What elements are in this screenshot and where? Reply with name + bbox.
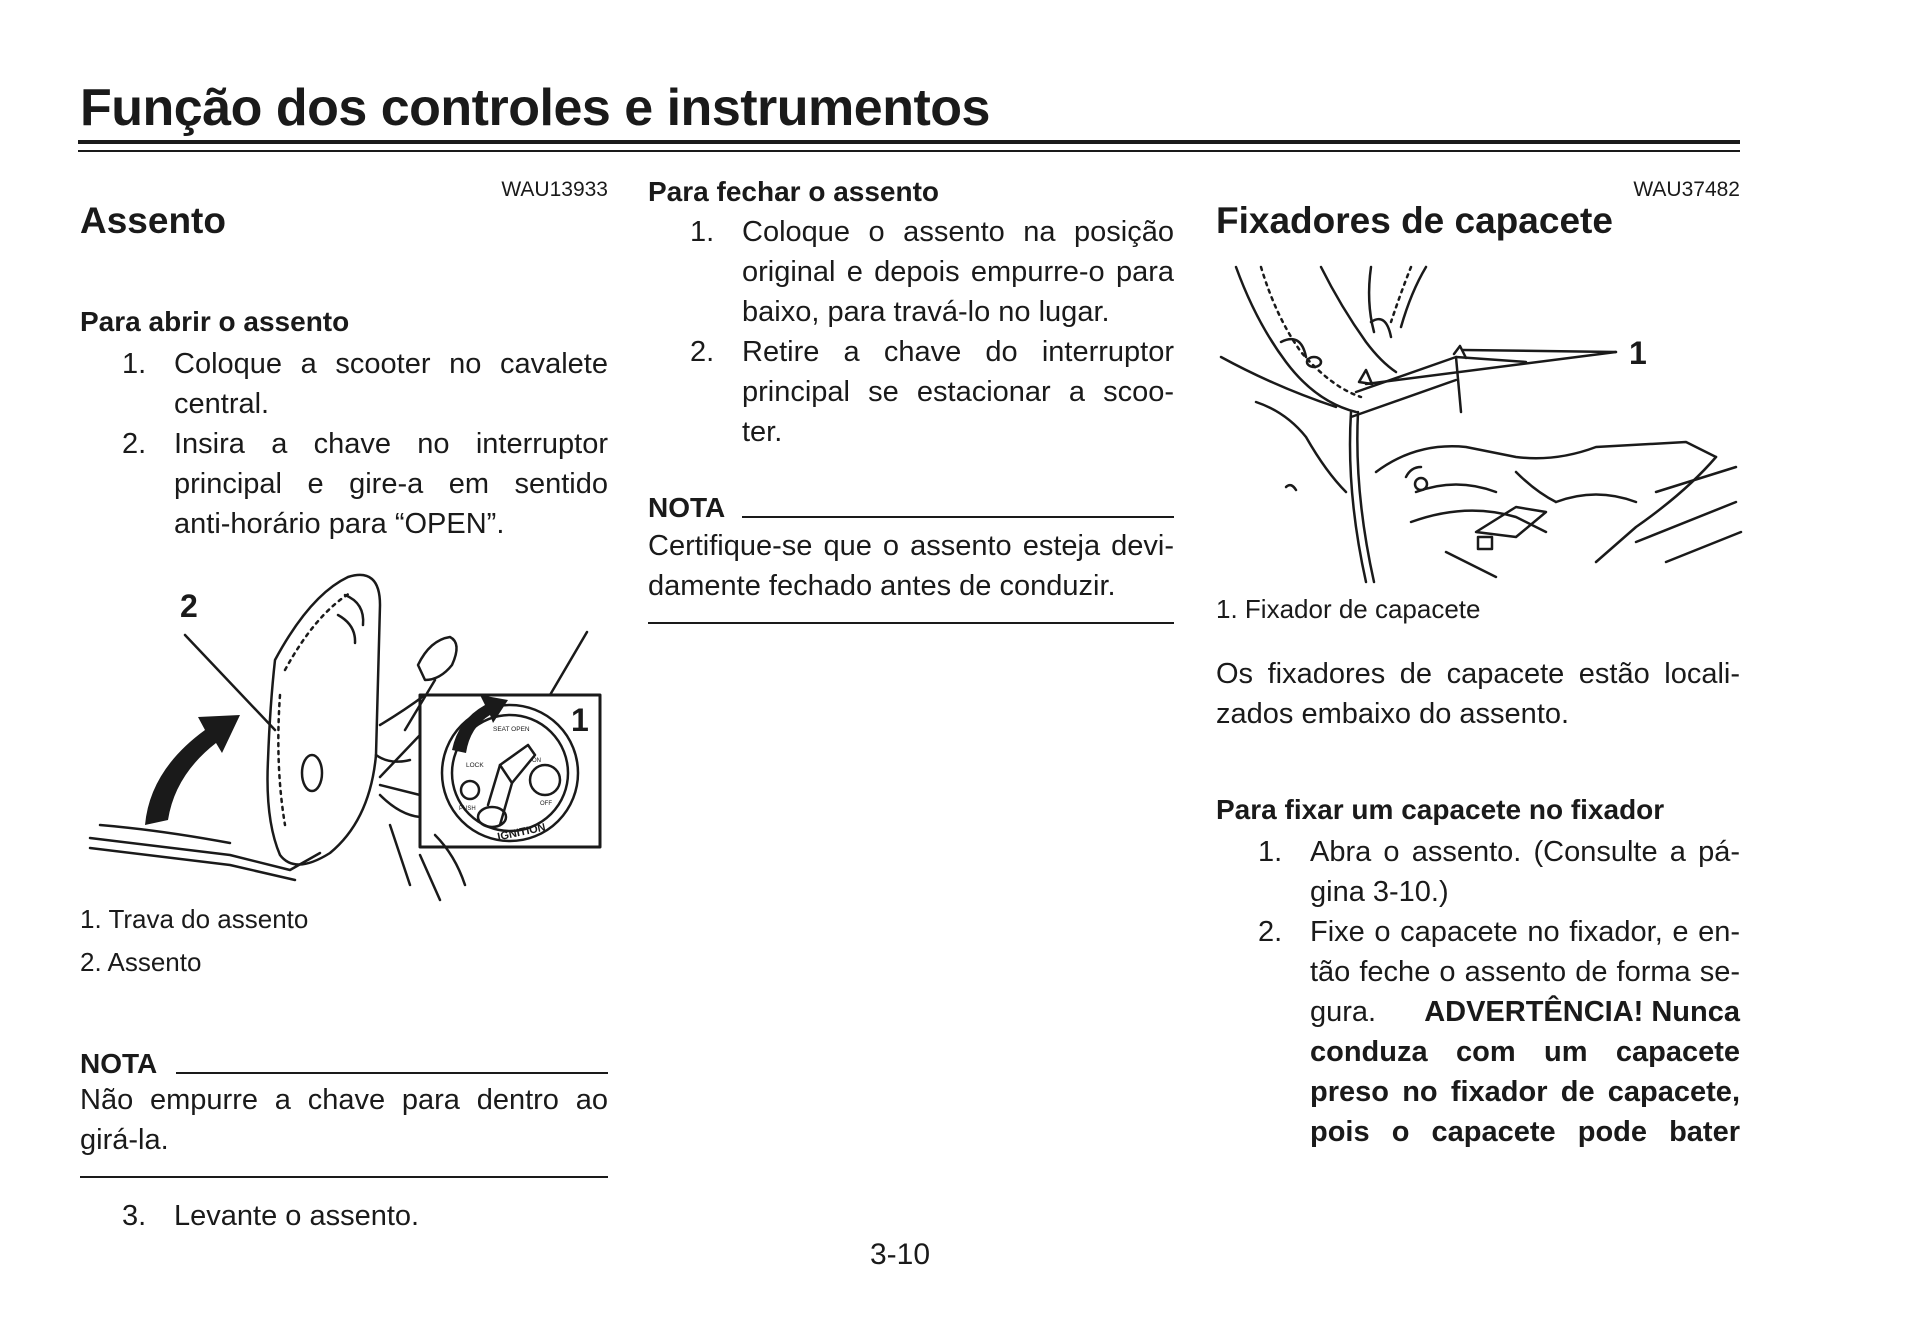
- section-code: WAU13933: [501, 178, 608, 201]
- figure-caption: 2. Assento: [80, 947, 202, 977]
- nota-heading: NOTA: [648, 492, 726, 523]
- nota-end-rule: [80, 1176, 608, 1178]
- warning-text-line: conduza com um capacete: [1310, 1036, 1740, 1068]
- subheading: Para abrir o assento: [80, 306, 350, 337]
- nota-text-line: Certifique-se que o assento esteja devi-: [648, 530, 1174, 562]
- nota-heading: NOTA: [80, 1048, 158, 1079]
- dial-label: LOCK: [466, 762, 484, 769]
- step-text-line: Coloque a scooter no cavalete: [174, 348, 608, 380]
- step-text-line: original e depois empurre-o para: [742, 256, 1174, 288]
- step-text-line: Insira a chave no interruptor: [174, 428, 608, 460]
- step-text-line: central.: [174, 388, 270, 420]
- paragraph-line: zados embaixo do assento.: [1216, 698, 1570, 730]
- warning-text-line: pois o capacete pode bater: [1310, 1116, 1740, 1148]
- step-text-line: anti-horário para “OPEN”.: [174, 508, 505, 540]
- step-text-normal: gura.: [1310, 996, 1377, 1028]
- step-number: 1.: [1258, 836, 1283, 868]
- step-number: 1.: [122, 348, 147, 380]
- header-rule: [78, 140, 1740, 144]
- page-title: Função dos controles e instrumentos: [80, 79, 990, 137]
- figure-caption: 1. Fixador de capacete: [1216, 594, 1481, 624]
- step-text-line: Retire a chave do interruptor: [742, 336, 1174, 368]
- dial-label: PUSH: [459, 806, 476, 812]
- step-text-line: gina 3-10.): [1310, 876, 1449, 908]
- nota-text-line: damente fechado antes de conduzir.: [648, 570, 1116, 602]
- section-title: Fixadores de capacete: [1216, 200, 1613, 241]
- nota-text-line: Não empurre a chave para dentro ao: [80, 1084, 608, 1116]
- step-number: 2.: [690, 336, 715, 368]
- nota-rule: [176, 1072, 608, 1074]
- figure-caption: 1. Trava do assento: [80, 904, 309, 934]
- step-text-line: ter.: [742, 416, 783, 448]
- step-text-line: Abra o assento. (Consulte a pá-: [1310, 836, 1740, 868]
- step-text-line: Levante o assento.: [174, 1200, 420, 1232]
- figure-label-2: 2: [180, 588, 198, 624]
- dial-label: SEAT OPEN: [493, 726, 530, 733]
- dial-label: IGNITION: [496, 821, 547, 844]
- warning-text-line: preso no fixador de capacete,: [1310, 1076, 1740, 1108]
- step-text-line: baixo, para travá-lo no lugar.: [742, 296, 1110, 328]
- figure-label-1: 1: [571, 702, 589, 738]
- section-title: Assento: [80, 200, 226, 241]
- nota-end-rule: [648, 622, 1174, 624]
- page-number: 3-10: [870, 1238, 931, 1271]
- section-code: WAU37482: [1633, 178, 1740, 201]
- dial-label: ON: [532, 758, 541, 764]
- figure-label-1: 1: [1629, 335, 1647, 371]
- subheading: Para fixar um capacete no fixador: [1216, 794, 1665, 825]
- nota-rule: [742, 516, 1174, 518]
- step-number: 3.: [122, 1200, 147, 1232]
- dial-label: OFF: [540, 801, 552, 807]
- step-number: 1.: [690, 216, 715, 248]
- paragraph-line: Os fixadores de capacete estão locali-: [1216, 658, 1740, 690]
- step-text-line: Coloque o assento na posição: [742, 216, 1174, 248]
- helmet-holder-illustration: [1216, 262, 1746, 592]
- step-text-line: [1310, 992, 1740, 1032]
- step-text-line: Fixe o capacete no fixador, e en-: [1310, 916, 1740, 948]
- nota-text-line: girá-la.: [80, 1124, 169, 1156]
- step-text-line: tão feche o assento de forma se-: [1310, 956, 1740, 988]
- step-number: 2.: [122, 428, 147, 460]
- header-rule-thin: [78, 150, 1740, 152]
- step-text-line: principal se estacionar a scoo-: [742, 376, 1174, 408]
- subheading: Para fechar o assento: [648, 176, 940, 207]
- seat-lock-illustration: [80, 555, 610, 905]
- step-number: 2.: [1258, 916, 1283, 948]
- step-text-line: principal e gire-a em sentido: [174, 468, 608, 500]
- warning-text: ADVERTÊNCIA! Nunca: [1424, 996, 1740, 1028]
